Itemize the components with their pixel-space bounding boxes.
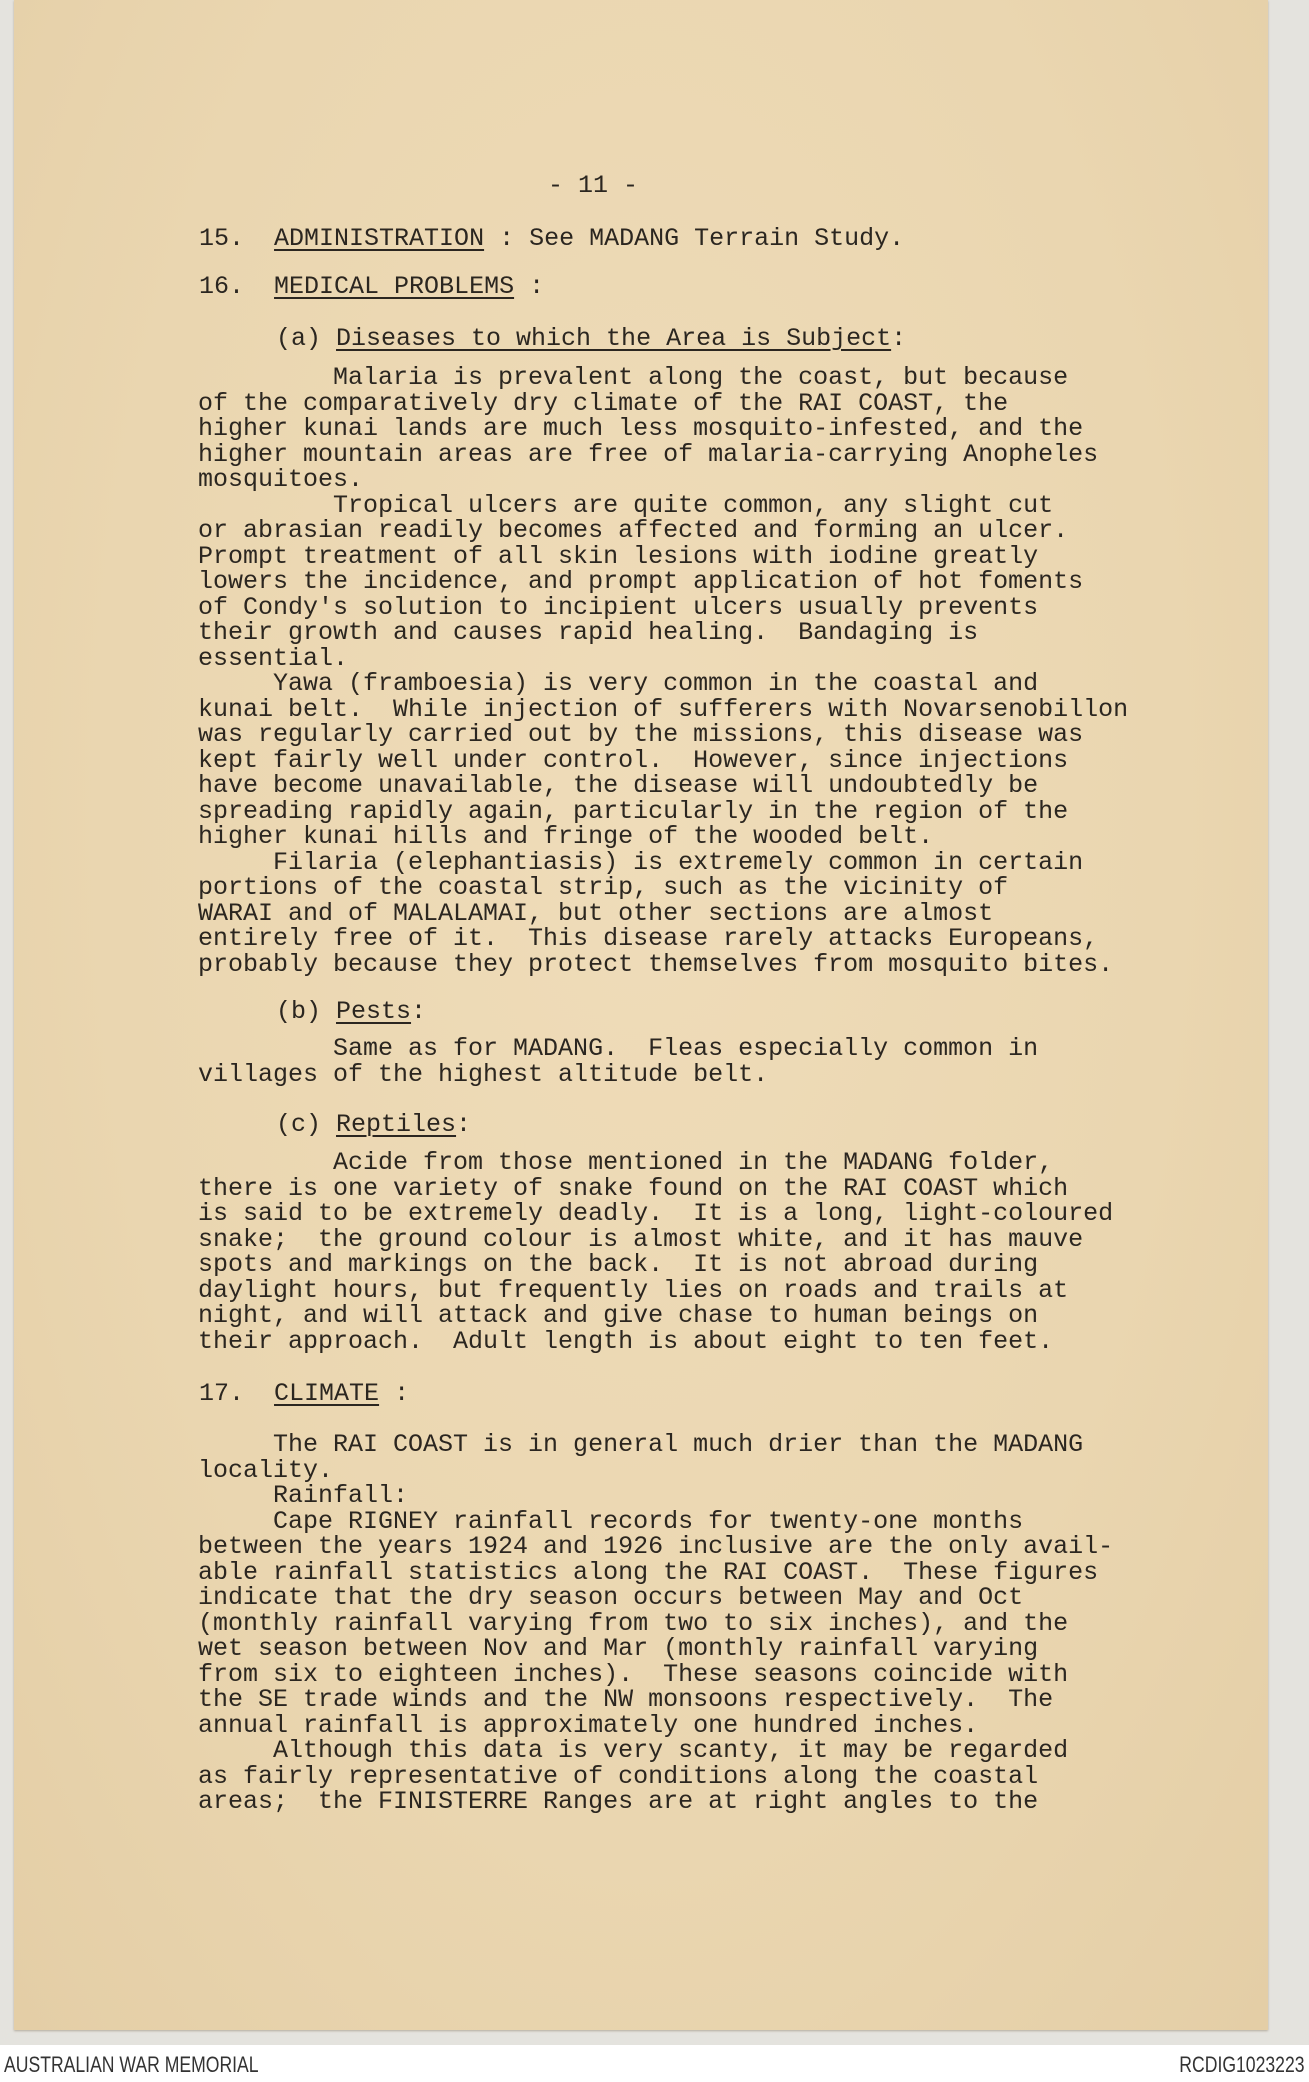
text-line: snake; the ground colour is almost white, and it has mauve [198, 1224, 1084, 1254]
text-line: mosquitoes. [198, 465, 364, 494]
text-line: higher kunai hills and fringe of the wooded belt. [198, 822, 934, 851]
section-text: : [514, 272, 545, 301]
subsection-label: (c) [276, 1110, 337, 1139]
text-line: of Condy's solution to incipient ulcers usually prevents [198, 592, 1039, 622]
text-line: have become unavailable, the disease will undoubtedly be [198, 771, 1039, 800]
text-line: from six to eighteen inches). These seasons coincide with [198, 1659, 1069, 1689]
text-line: annual rainfall is approximately one hundred inches. [198, 1710, 979, 1740]
text-line: Yawa (framboesia) is very common in the coastal and [198, 669, 1039, 698]
text-line: the SE trade winds and the NW monsoons respectively. The [198, 1685, 1054, 1714]
section-number: 17. [199, 1379, 245, 1408]
text-line: of the comparatively dry climate of the RAI COAST, the [198, 388, 1009, 418]
footer-record-id: RCDIG1023223 [1179, 2052, 1305, 2077]
text-line: higher kunai lands are much less mosquito-infested, and the [198, 414, 1084, 443]
text-line: Same as for MADANG. Fleas especially common in [198, 1034, 1039, 1063]
text-line: or abrasian readily becomes affected and forming an ulcer. [198, 516, 1069, 545]
text-line: between the years 1924 and 1926 inclusive are the only avail- [198, 1532, 1114, 1561]
text-line: their approach. Adult length is about eight to ten feet. [198, 1326, 1054, 1356]
colon: : [456, 1110, 472, 1139]
text-line: able rainfall statistics along the RAI COAST. These figures [198, 1557, 1099, 1587]
subsection-c-heading [276, 1112, 471, 1138]
text-line: Acide from those mentioned in the MADANG folder, [198, 1148, 1054, 1177]
section-heading: MEDICAL PROBLEMS [274, 272, 515, 301]
text-line: daylight hours, but frequently lies on roads and trails at [198, 1275, 1069, 1305]
text-line: Rainfall: [198, 1481, 409, 1510]
text-line: there is one variety of snake found on the RAI COAST which [198, 1173, 1069, 1203]
text-line: lowers the incidence, and prompt application of hot foments [198, 567, 1084, 596]
colon: : [891, 324, 907, 353]
text-line: probably because they protect themselves from mosquito bites. [198, 949, 1114, 979]
text-line: night, and will attack and give chase to human beings on [198, 1301, 1039, 1330]
text-line: villages of the highest altitude belt. [198, 1059, 769, 1089]
text-line: Malaria is prevalent along the coast, but because [198, 363, 1069, 392]
page-number: - 11 - [548, 171, 639, 200]
subsection-b-heading [276, 999, 426, 1025]
section-text: : [379, 1379, 410, 1408]
text-line: spots and markings on the back. It is not abroad during [198, 1250, 1039, 1279]
reptiles-body [198, 1150, 1113, 1354]
colon: : [411, 997, 427, 1026]
climate-body [198, 1432, 1113, 1815]
section-number: 16. [199, 272, 245, 301]
text-line: as fairly representative of conditions along the coastal [198, 1761, 1039, 1791]
section-heading: CLIMATE [274, 1379, 380, 1408]
text-line: (monthly rainfall varying from two to six inches), and the [198, 1608, 1069, 1638]
text-line: spreading rapidly again, particularly in the region of the [198, 796, 1069, 826]
text-line: wet season between Nov and Mar (monthly rainfall varying [198, 1634, 1039, 1663]
subsection-label: (a) [276, 324, 337, 353]
subsection-title: Reptiles [336, 1110, 457, 1139]
text-line: The RAI COAST is in general much drier than the MADANG [198, 1430, 1084, 1459]
text-line: kept fairly well under control. However, since injections [198, 745, 1069, 775]
section-16 [199, 274, 544, 300]
text-line: areas; the FINISTERRE Ranges are at right angles to the [198, 1787, 1039, 1816]
subsection-title: Diseases to which the Area is Subject [336, 324, 892, 353]
footer-archive-name: AUSTRALIAN WAR MEMORIAL [4, 2052, 259, 2077]
section-heading: ADMINISTRATION [274, 224, 485, 253]
text-line: higher mountain areas are free of malaria-carrying Anopheles [198, 439, 1099, 469]
text-line: Tropical ulcers are quite common, any slight cut [198, 490, 1054, 520]
text-line: Prompt treatment of all skin lesions with iodine greatly [198, 541, 1039, 571]
pests-body [198, 1036, 1038, 1087]
diseases-body [198, 365, 1128, 977]
section-number: 15. [199, 224, 245, 253]
subsection-a-heading [276, 326, 906, 352]
subsection-label: (b) [276, 997, 337, 1026]
subsection-title: Pests [336, 997, 412, 1026]
text-line: is said to be extremely deadly. It is a long, light-coloured [198, 1199, 1114, 1228]
text-line: essential. [198, 643, 349, 673]
text-line: portions of the coastal strip, such as the vicinity of [198, 873, 1009, 902]
text-line: their growth and causes rapid healing. Bandaging is [198, 618, 979, 647]
text-line: locality. [198, 1455, 334, 1485]
text-line: was regularly carried out by the missions, this disease was [198, 720, 1084, 749]
text-line: Although this data is very scanty, it may be regarded [198, 1736, 1069, 1765]
text-line: WARAI and of MALALAMAI, but other sections are almost [198, 898, 994, 928]
section-text: : See MADANG Terrain Study. [484, 224, 905, 253]
text-line: kunai belt. While injection of sufferers with Novarsenobillon [198, 694, 1129, 724]
section-15 [199, 226, 904, 252]
text-line: Cape RIGNEY rainfall records for twenty-one months [198, 1506, 1024, 1536]
section-17 [199, 1381, 409, 1407]
text-line: entirely free of it. This disease rarely attacks Europeans, [198, 924, 1099, 953]
text-line: indicate that the dry season occurs between May and Oct [198, 1583, 1024, 1612]
text-line: Filaria (elephantiasis) is extremely common in certain [198, 847, 1084, 877]
